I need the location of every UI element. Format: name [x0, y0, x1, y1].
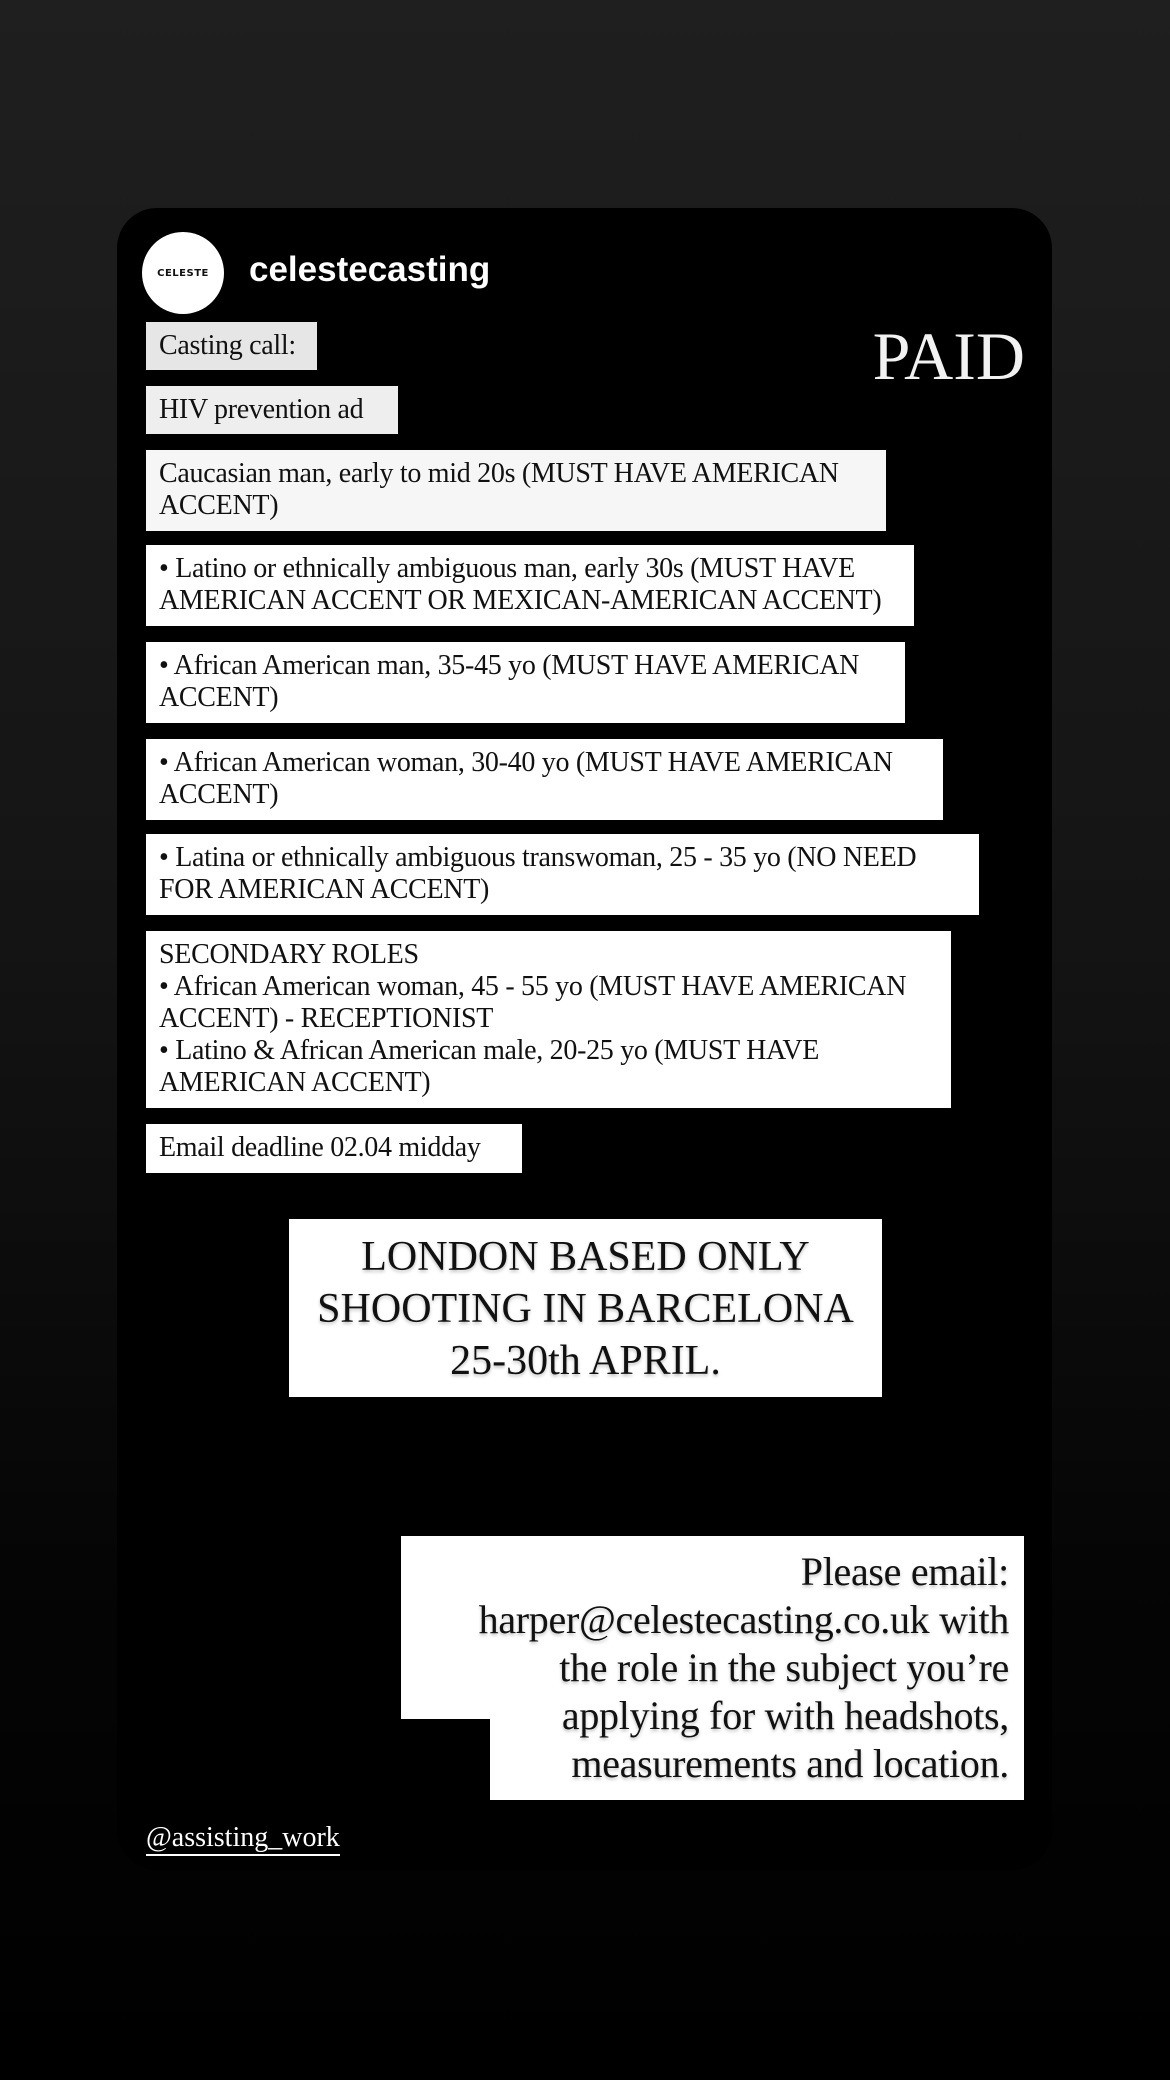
box-line: AMERICAN ACCENT OR MEXICAN-AMERICAN ACCENT): [159, 585, 882, 616]
role-latino-man: [146, 545, 914, 626]
username[interactable]: celestecasting: [249, 250, 491, 289]
contact-line: Please email:: [800, 1549, 1009, 1594]
box-line: ACCENT): [159, 779, 279, 810]
casting-call-label: [146, 322, 317, 370]
box-line: SECONDARY ROLES: [159, 939, 419, 970]
project-label: [146, 386, 398, 434]
role-latina-transwoman: [146, 834, 979, 915]
secondary-roles: [146, 931, 951, 1108]
contact-email-line[interactable]: harper@celestecasting.co.uk with: [478, 1597, 1009, 1642]
box-line: Caucasian man, early to mid 20s (MUST HAVE AMERICAN: [159, 458, 839, 489]
box-line: Casting call:: [159, 330, 296, 361]
role-caucasian-man: [146, 450, 886, 531]
location-line: SHOOTING IN BARCELONA: [317, 1286, 854, 1332]
avatar[interactable]: [142, 232, 224, 314]
contact-line: applying for with headshots,: [561, 1693, 1009, 1738]
box-line: • African American woman, 30-40 yo (MUST HAVE AMERICAN: [159, 747, 893, 778]
contact-line: measurements and location.: [571, 1741, 1009, 1786]
location-line: LONDON BASED ONLY: [361, 1234, 810, 1280]
box-line: FOR AMERICAN ACCENT): [159, 874, 490, 905]
box-line: • African American man, 35-45 yo (MUST HAVE AMERICAN: [159, 650, 860, 681]
location-notice: [289, 1219, 882, 1397]
avatar-logo-text: CELESTE: [157, 267, 209, 279]
box-line: ACCENT) - RECEPTIONIST: [159, 1003, 494, 1034]
role-african-american-man: [146, 642, 905, 723]
paid-label: PAID: [872, 318, 1025, 394]
box-line: • Latina or ethnically ambiguous transwoman, 25 - 35 yo (NO NEED: [159, 842, 917, 873]
email-deadline: [146, 1124, 522, 1173]
box-line: • African American woman, 45 - 55 yo (MUST HAVE AMERICAN: [159, 971, 907, 1002]
contact-instructions: [479, 1548, 1009, 1788]
box-line: AMERICAN ACCENT): [159, 1067, 431, 1098]
location-line: 25-30th APRIL.: [450, 1338, 721, 1384]
box-line: ACCENT): [159, 490, 279, 521]
box-line: • Latino & African American male, 20-25 yo (MUST HAVE: [159, 1035, 820, 1066]
box-line: ACCENT): [159, 682, 279, 713]
box-line: • Latino or ethnically ambiguous man, early 30s (MUST HAVE: [159, 553, 855, 584]
role-african-american-woman: [146, 739, 943, 820]
box-line: HIV prevention ad: [159, 394, 364, 425]
mention-link[interactable]: @assisting_work: [146, 1822, 340, 1856]
contact-line: the role in the subject you’re: [559, 1645, 1009, 1690]
box-line: Email deadline 02.04 midday: [159, 1132, 481, 1163]
